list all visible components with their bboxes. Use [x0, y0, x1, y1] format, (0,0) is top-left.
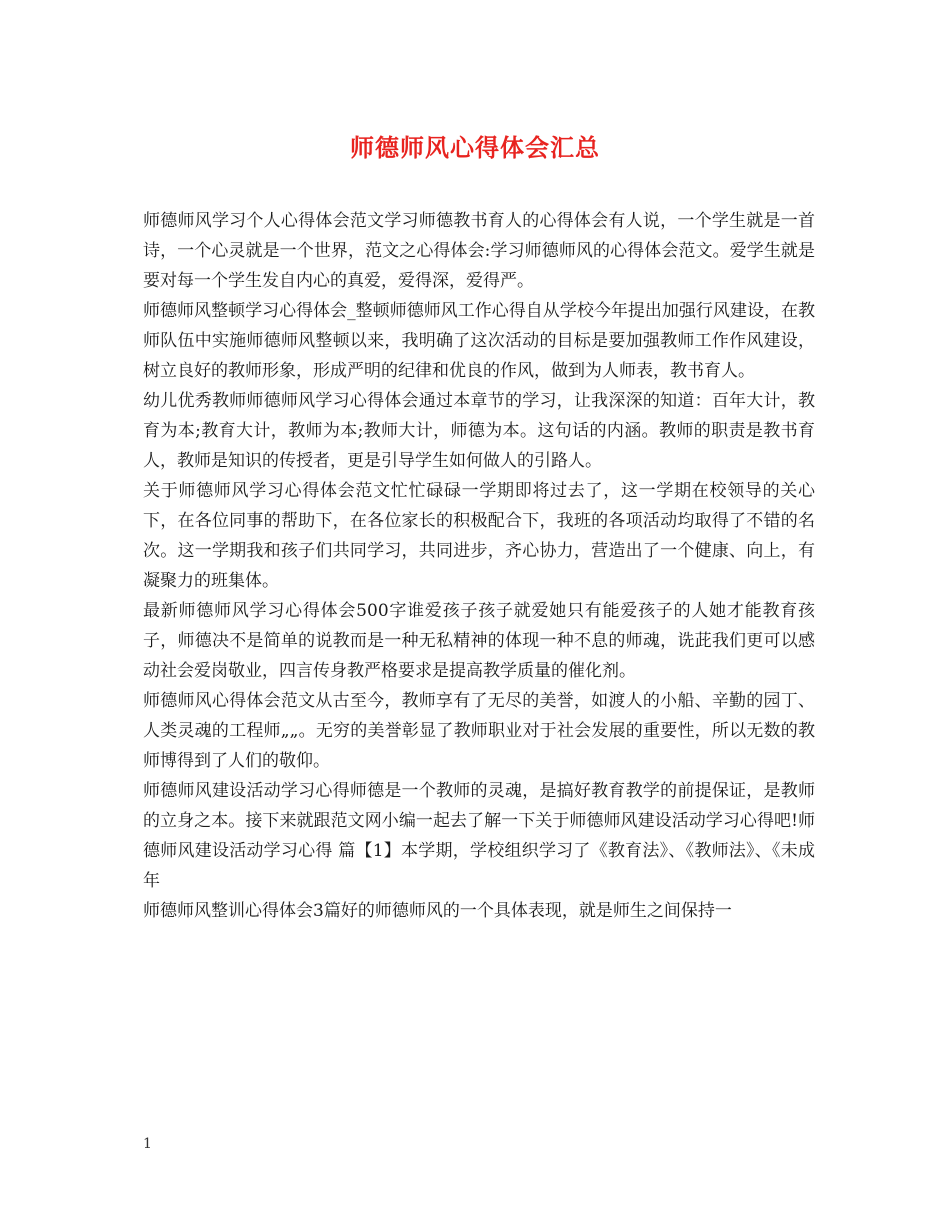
paragraph: 师德师风学习个人心得体会范文学习师德教书育人的心得体会有人说，一个学生就是一首诗，一个心灵就是一个世界，范文之心得体会:学习师德师风的心得体会范文。爱学生就是要对每一个学生发自内心的真爱，爱得深，爱得严。: [143, 211, 815, 291]
paragraph: 最新师德师风学习心得体会500字谁爱孩子孩子就爱她只有能爱孩子的人她才能教育孩子，师德决不是简单的说教而是一种无私精神的体现一种不息的师魂，诜茈我们更可以感动社会爱岗敬业，四言传身教严格要求是提高教学质量的催化剂。: [143, 601, 815, 681]
paragraph: 师德师风整训心得体会3篇好的师德师风的一个具体表现，就是师生之间保持一: [143, 901, 732, 921]
page-number: 1: [143, 1136, 152, 1152]
paragraph: 关于师德师风学习心得体会范文忙忙碌碌一学期即将过去了，这一学期在校领导的关心下，在各位同事的帮助下，在各位家长的积极配合下，我班的各项活动均取得了不错的名次。这一学期我和孩子们共同学习，共同进步，齐心协力，营造出了一个健康、向上，有凝聚力的班集体。: [143, 481, 815, 591]
document-body: [143, 206, 815, 926]
paragraph: 师德师风整顿学习心得体会_整顿师德师风工作心得自从学校今年提出加强行风建设，在教师队伍中实施师德师风整顿以来，我明确了这次活动的目标是要加强教师工作作风建设，树立良好的教师形象，形成严明的纪律和优良的作风，做到为人师表，教书育人。: [143, 301, 815, 381]
paragraph: 师德师风建设活动学习心得师德是一个教师的灵魂，是搞好教育教学的前提保证，是教师的立身之本。接下来就跟范文网小编一起去了解一下关于师德师风建设活动学习心得吧!师德师风建设活动学习心得 篇【1】本学期，学校组织学习了《教育法》、《教师法》、《未成年: [143, 781, 815, 891]
paragraph: 师德师风心得体会范文从古至今，教师享有了无尽的美誉，如渡人的小船、辛勤的园丁、人类灵魂的工程师„„。无穷的美誉彰显了教师职业对于社会发展的重要性，所以无数的教师博得到了人们的敬仰。: [143, 691, 815, 771]
paragraph: 幼儿优秀教师师德师风学习心得体会通过本章节的学习，让我深深的知道：百年大计，教育为本;教育大计，教师为本;教师大计，师德为本。这句话的内涵。教师的职责是教书育人，教师是知识的传授者，更是引导学生如何做人的引路人。: [143, 391, 815, 471]
document-title: 师德师风心得体会汇总: [350, 134, 600, 162]
